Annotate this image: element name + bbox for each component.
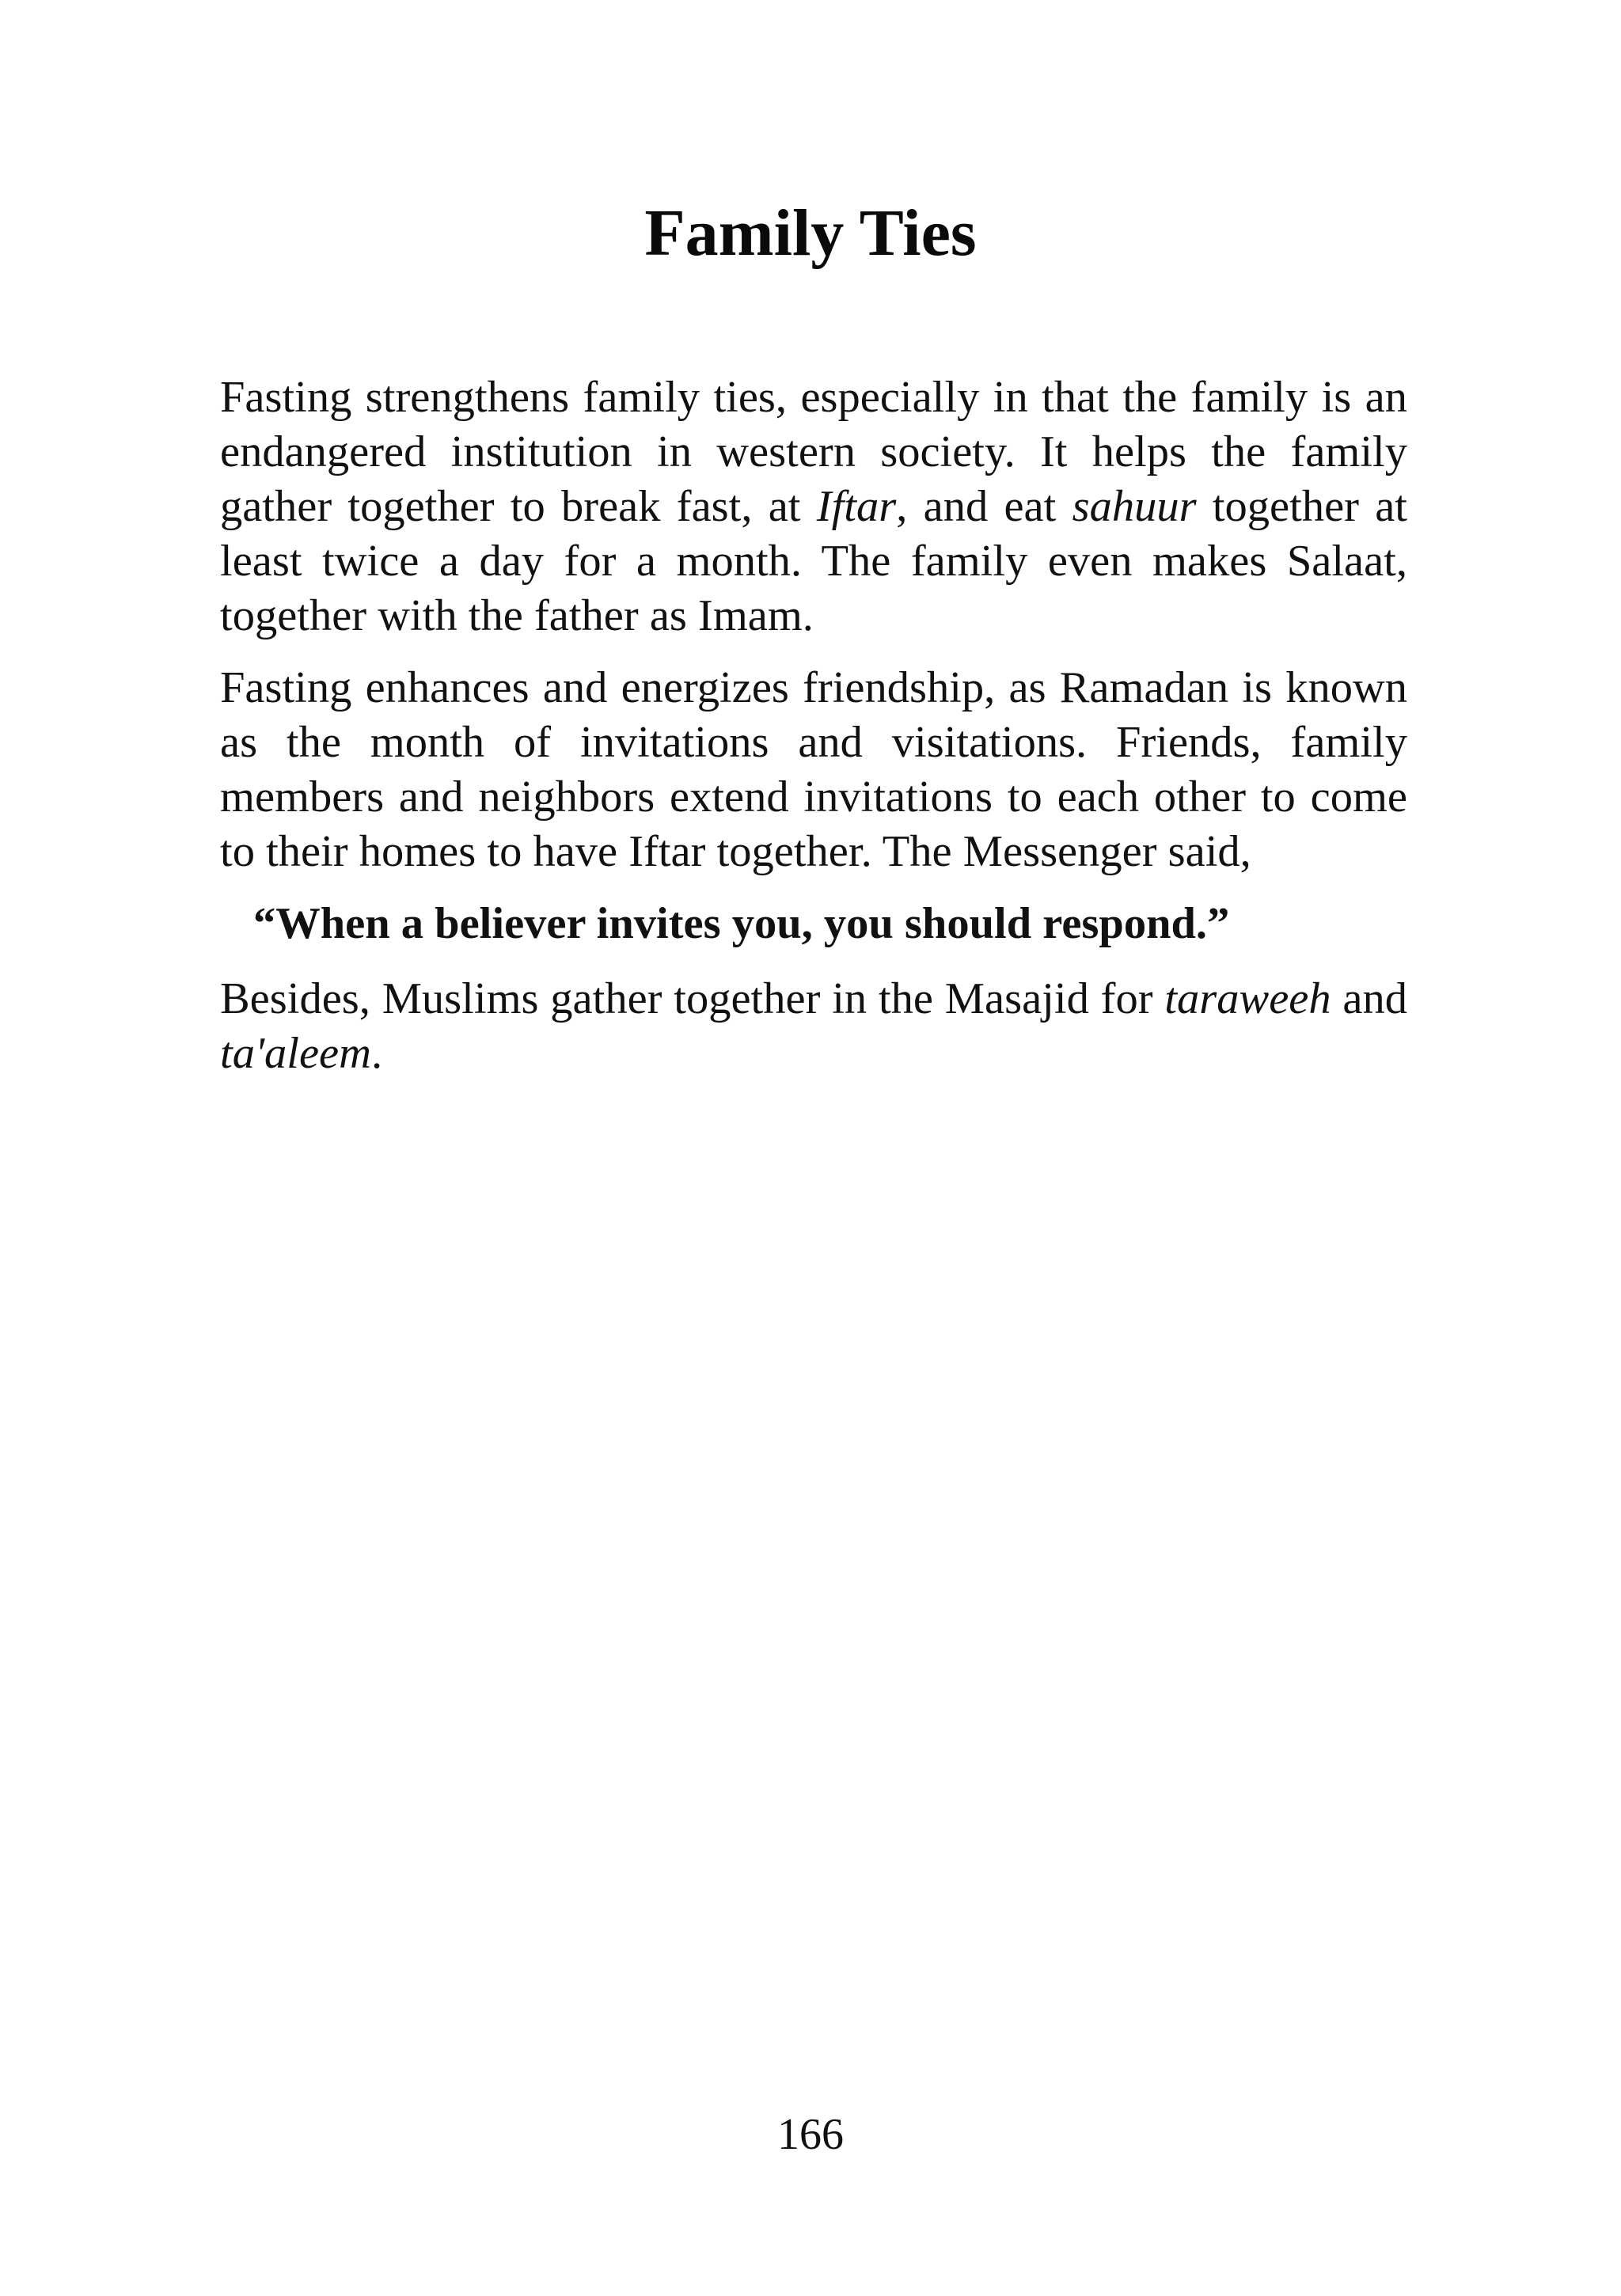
paragraph-masajid	[220, 972, 1407, 1081]
paragraph-text: Besides, Muslims gather together in the Masajid for	[220, 974, 1165, 1023]
paragraph-text: together at least twice a day for a month. The family even makes Salaat, together with the father as Imam.	[220, 482, 1407, 640]
paragraph-friendship: Fasting enhances and energizes friendship, as Ramadan is known as the month of invitations and visitations. Friends, family members and neighbors extend invitations to each other to come to their homes to have Iftar together. The Messenger said,	[220, 663, 1407, 876]
italic-term-taaleem: ta'aleem	[220, 1029, 371, 1078]
paragraph-family-ties	[220, 370, 1407, 643]
italic-term-taraweeh: taraweeh	[1164, 974, 1331, 1023]
italic-term-iftar: Iftar	[816, 482, 897, 531]
italic-term-sahuur: sahuur	[1072, 482, 1197, 531]
page-number: 166	[777, 2110, 844, 2159]
paragraph-text: Fasting strengthens family ties, especially in that the family is an endangered institution in western society. It helps the family gather together to break fast, at	[220, 373, 1407, 531]
body-text	[220, 370, 1407, 1099]
paragraph-text: .	[370, 1029, 383, 1078]
page-title: Family Ties	[644, 196, 977, 270]
hadith-quote: “When a believer invites you, you should respond.”	[253, 899, 1230, 948]
paragraph-text: and	[1331, 974, 1407, 1023]
paragraph-text: , and eat	[896, 482, 1072, 531]
